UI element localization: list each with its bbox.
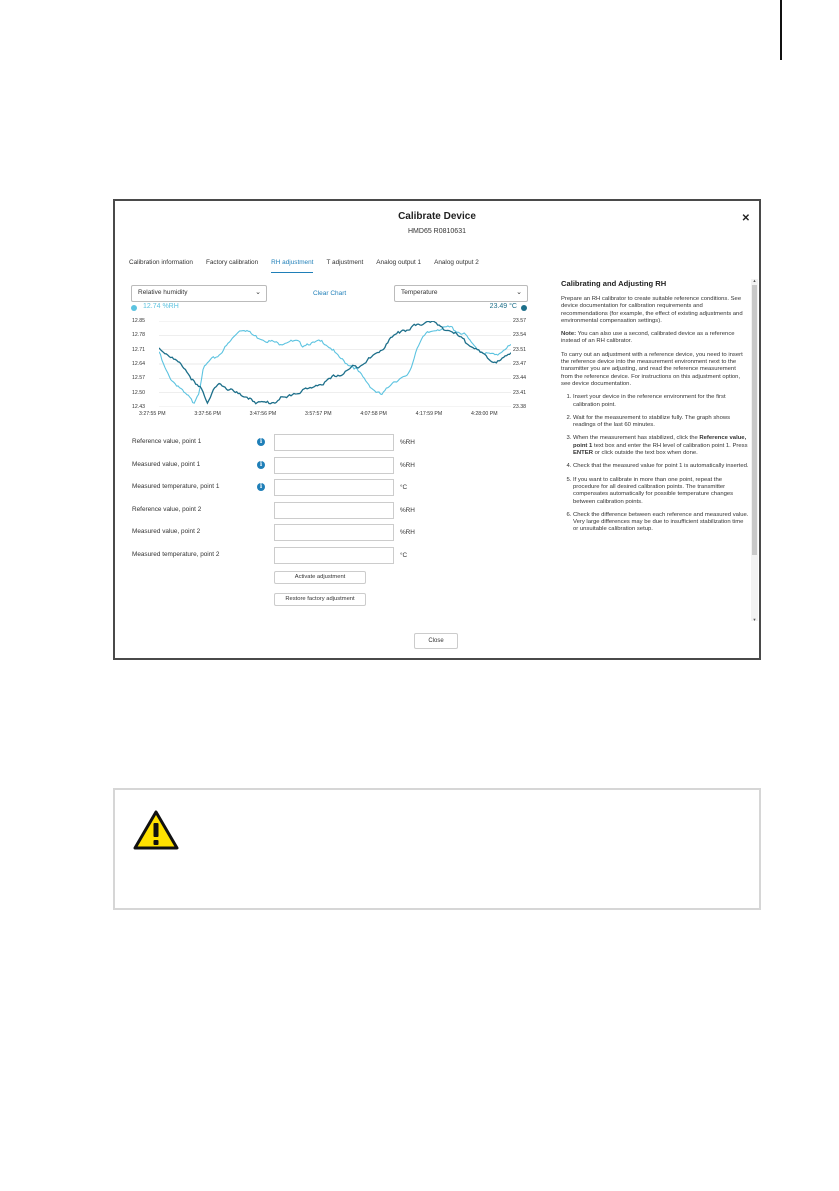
x-tick: 3:47:56 PM <box>249 411 277 417</box>
help-reference-device: To carry out an adjustment with a reference device, you need to insert the reference device into the measurement environment next to the transmitter you are adjusting, and read the reference measurement from the reference device. For instructions on this adjustment option, see device documentation. <box>561 351 743 387</box>
dialog-title: Calibrate Device <box>398 211 476 222</box>
help-step <box>573 435 749 457</box>
chevron-down-icon: ⌄ <box>516 289 522 296</box>
help-title: Calibrating and Adjusting RH <box>561 279 667 288</box>
step-bold: Reference value, point 1 <box>573 435 747 449</box>
scroll-up-icon[interactable]: ▲ <box>752 278 757 283</box>
calibrate-device-dialog <box>113 199 761 660</box>
help-step: 4. Check that the measured value for point 1 is automatically inserted. <box>573 463 749 470</box>
warning-triangle-icon <box>133 810 179 850</box>
tab-factory-calibration[interactable]: Factory calibration <box>205 259 259 266</box>
tab-rh-adjustment[interactable]: RH adjustment <box>271 257 313 273</box>
unit-label: %RH <box>400 461 415 469</box>
x-tick: 4:17:59 PM <box>415 411 443 417</box>
right-select-value: Temperature <box>401 289 438 296</box>
temperature-legend-dot <box>521 305 527 311</box>
form-label: Reference value, point 2 <box>132 505 202 513</box>
chevron-down-icon: ⌄ <box>255 289 261 296</box>
rh-series-line <box>159 326 511 403</box>
x-tick: 3:57:57 PM <box>305 411 332 417</box>
form-label: Reference value, point 1 <box>132 438 202 445</box>
caution-box <box>113 788 761 910</box>
x-tick: 3:27:55 PM <box>139 411 166 417</box>
unit-label: %RH <box>400 439 415 446</box>
tab-t-adjustment[interactable]: T adjustment <box>326 259 364 266</box>
help-intro: Prepare an RH calibrator to create suitable reference conditions. See device documentation for calibration requirements and recommendations (for example, the effect of existing adjustments and environmental compensation settings). <box>561 296 743 324</box>
right-parameter-select[interactable] <box>394 285 528 302</box>
rh-current-reading: 12.74 %RH <box>143 303 179 310</box>
step-bold: ENTER <box>573 450 593 457</box>
help-note <box>561 331 749 346</box>
unit-label: %RH <box>400 529 415 536</box>
rh-legend-dot <box>131 305 137 311</box>
info-icon[interactable]: i <box>257 438 265 446</box>
left-parameter-select[interactable] <box>131 285 267 302</box>
y-tick-left: 12.71 <box>132 346 145 353</box>
x-tick: 4:07:58 PM <box>360 411 387 417</box>
step-text: When the measurement has stabilized, click the <box>573 435 700 442</box>
help-panel <box>561 279 749 621</box>
step-text: or click outside the text box when done. <box>592 450 698 457</box>
rh-temperature-chart <box>159 321 511 407</box>
clear-chart-link[interactable]: Clear Chart <box>313 290 347 297</box>
y-tick-left: 12.57 <box>132 375 145 382</box>
y-tick-right: 23.51 <box>513 346 526 353</box>
unit-label: %RH <box>400 506 415 514</box>
form-label: Measured value, point 2 <box>132 528 201 535</box>
form-label: Measured value, point 1 <box>132 460 201 468</box>
close-icon[interactable]: ✕ <box>741 213 750 224</box>
device-serial: HMD65 R0810631 <box>408 228 466 235</box>
y-tick-right: 23.38 <box>513 404 526 410</box>
y-tick-left: 12.50 <box>132 389 145 396</box>
form-label: Measured temperature, point 1 <box>132 483 220 490</box>
help-step: 1. Insert your device in the reference environment for the first calibration point. <box>573 394 749 409</box>
tab-analog-output-1[interactable]: Analog output 1 <box>376 259 422 266</box>
temperature-series-line <box>159 321 511 404</box>
temperature-current-reading: 23.49 °C <box>489 303 517 310</box>
form-label: Measured temperature, point 2 <box>132 550 220 558</box>
scroll-down-icon[interactable]: ▼ <box>752 617 757 622</box>
info-icon[interactable]: i <box>257 483 265 491</box>
unit-label: °C <box>400 551 408 559</box>
tab-bar <box>129 257 492 273</box>
y-tick-right: 23.44 <box>513 375 526 382</box>
help-step: 6. Check the difference between each reference and measured value. Very large differences may be due to insufficient stabilization time or unsuitable calibration setup. <box>573 512 749 534</box>
form-input[interactable] <box>274 457 394 474</box>
y-tick-left: 12.78 <box>132 332 145 339</box>
form-input[interactable] <box>274 502 394 519</box>
y-tick-left: 12.64 <box>132 361 145 367</box>
left-select-value: Relative humidity <box>138 289 188 296</box>
help-step: 2. Wait for the measurement to stabilize fully. The graph shows readings of the last 60 minutes. <box>573 415 749 430</box>
activate-adjustment-button[interactable]: Activate adjustment <box>274 571 366 584</box>
form-input[interactable] <box>274 524 394 541</box>
y-tick-left: 12.43 <box>132 404 145 410</box>
tab-analog-output-2[interactable]: Analog output 2 <box>434 259 479 266</box>
unit-label: °C <box>400 484 408 491</box>
y-tick-left: 12.85 <box>132 318 145 324</box>
x-tick: 4:28:00 PM <box>471 411 498 417</box>
close-button[interactable]: Close <box>414 633 458 649</box>
restore-factory-adjustment-button[interactable]: Restore factory adjustment <box>274 593 366 606</box>
help-scrollbar[interactable] <box>751 279 758 621</box>
info-icon[interactable]: i <box>257 461 265 469</box>
y-tick-right: 23.54 <box>513 332 526 339</box>
step-text: text box and enter the RH level of calibration point 1. Press <box>592 442 748 449</box>
help-steps <box>561 394 749 533</box>
form-input[interactable] <box>274 434 394 451</box>
help-note-text: You can also use a second, calibrated device as a reference instead of an RH calibrator. <box>561 331 735 345</box>
tab-calibration-information[interactable]: Calibration information <box>129 259 193 266</box>
form-input[interactable] <box>274 479 394 496</box>
y-tick-right: 23.47 <box>513 361 526 367</box>
y-tick-right: 23.41 <box>513 389 526 396</box>
form-input[interactable] <box>274 547 394 564</box>
page-edge-line <box>780 0 782 60</box>
x-tick: 3:37:56 PM <box>194 411 221 417</box>
y-tick-right: 23.57 <box>513 318 526 324</box>
help-note-label: Note: <box>561 331 577 338</box>
help-step: 5. If you want to calibrate in more than one point, repeat the procedure for all desired calibration points. The transmitter compensates automatically for possible temperature changes between calibration points. <box>573 477 749 506</box>
scroll-thumb[interactable] <box>752 285 757 555</box>
